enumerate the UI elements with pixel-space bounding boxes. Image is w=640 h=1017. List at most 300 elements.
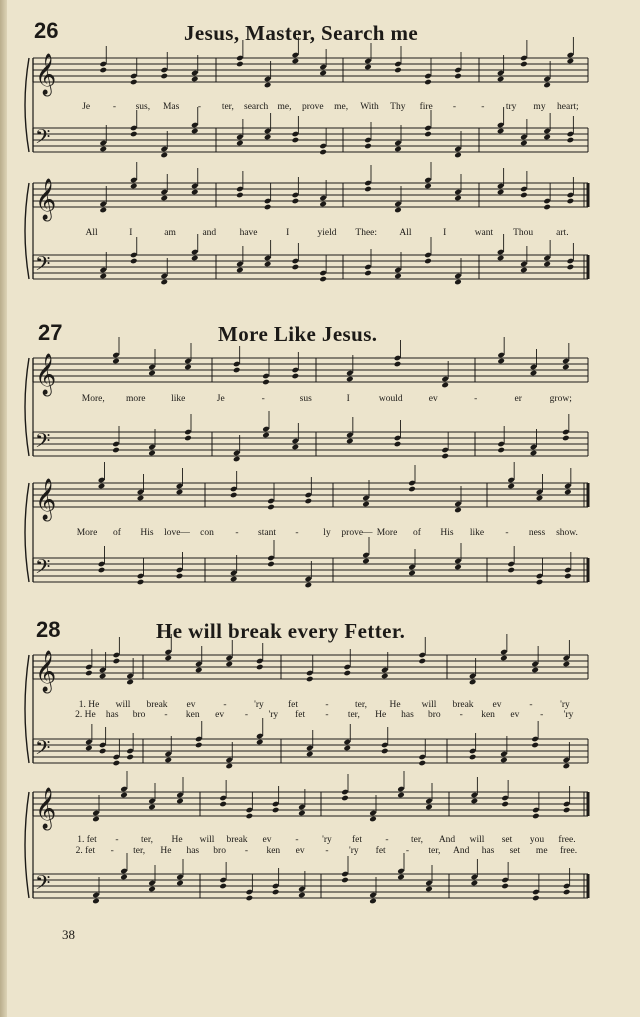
bass-clef: 𝄢 bbox=[35, 429, 51, 457]
lyric-syllable: 'ry bbox=[254, 700, 264, 710]
lyric-syllable: ken bbox=[481, 710, 495, 720]
lyric-syllable: - bbox=[223, 700, 227, 710]
lyric-syllable: show. bbox=[556, 528, 578, 538]
note-head bbox=[394, 207, 402, 214]
note-head bbox=[531, 667, 539, 674]
lyric-syllable: free. bbox=[560, 846, 578, 856]
lyric-syllable: He bbox=[171, 835, 183, 845]
lyric-syllable: bro bbox=[213, 846, 226, 856]
lyric-syllable: More, bbox=[81, 394, 105, 404]
note-head bbox=[236, 267, 244, 274]
lyric-syllable: - bbox=[325, 846, 329, 856]
note-head bbox=[454, 507, 462, 514]
note-head bbox=[113, 658, 121, 665]
note-head bbox=[424, 258, 432, 265]
lyric-syllable: break bbox=[452, 700, 474, 710]
note-head bbox=[184, 364, 192, 371]
lyric-syllable: has bbox=[186, 846, 200, 856]
lyric-syllable: you bbox=[529, 835, 545, 845]
note-head bbox=[130, 79, 138, 86]
note-head bbox=[160, 73, 168, 80]
lyric-syllable: - bbox=[295, 528, 299, 538]
lyric-syllable: con bbox=[200, 528, 214, 538]
note-head bbox=[113, 760, 121, 767]
note-head bbox=[418, 760, 426, 767]
lyric-syllable: me, bbox=[334, 102, 349, 112]
note-head bbox=[520, 61, 528, 68]
note-head bbox=[497, 189, 505, 196]
note-head bbox=[543, 204, 551, 211]
lyric-line bbox=[60, 228, 600, 241]
note-head bbox=[397, 792, 405, 799]
lyric-syllable: sus bbox=[299, 394, 312, 404]
lyric-syllable: 1. fet bbox=[77, 835, 97, 845]
lyric-syllable: - bbox=[505, 528, 509, 538]
lyric-syllable: fet bbox=[295, 710, 306, 720]
lyric-syllable: love— bbox=[164, 528, 190, 538]
note-head bbox=[346, 376, 354, 383]
lyric-syllable: Thee: bbox=[355, 228, 378, 238]
note-head bbox=[233, 456, 241, 463]
note-head bbox=[564, 573, 572, 580]
note-head bbox=[233, 367, 241, 374]
note-head bbox=[184, 435, 192, 442]
note-head bbox=[262, 379, 270, 386]
lyric-syllable: He bbox=[389, 700, 401, 710]
note-head bbox=[536, 579, 544, 586]
lyric-syllable: will bbox=[115, 700, 131, 710]
lyric-syllable: ter, bbox=[140, 835, 154, 845]
note-head bbox=[160, 279, 168, 286]
lyric-syllable: 'ry bbox=[322, 835, 332, 845]
note-head bbox=[424, 131, 432, 138]
bass-clef: 𝄢 bbox=[35, 736, 51, 764]
lyric-syllable: ev bbox=[492, 700, 502, 710]
lyric-syllable: set bbox=[501, 835, 513, 845]
lyric-syllable: fet bbox=[287, 700, 299, 710]
lyric-syllable: I bbox=[443, 228, 447, 238]
lyric-syllable: 2. He bbox=[75, 710, 96, 720]
note-head bbox=[507, 483, 515, 490]
note-head bbox=[563, 807, 571, 814]
note-head bbox=[85, 745, 93, 752]
note-head bbox=[262, 432, 270, 439]
lyric-syllable: All bbox=[399, 228, 412, 238]
note-head bbox=[191, 128, 199, 135]
note-head bbox=[236, 192, 244, 199]
note-head bbox=[381, 748, 389, 755]
note-head bbox=[99, 146, 107, 153]
note-head bbox=[362, 558, 370, 565]
note-head bbox=[176, 798, 184, 805]
lyric-syllable: Thou bbox=[513, 228, 534, 238]
lyric-syllable: - bbox=[325, 700, 329, 710]
note-head bbox=[469, 754, 477, 761]
note-head bbox=[530, 370, 538, 377]
lyric-syllable: 2. fet bbox=[75, 846, 96, 856]
note-head bbox=[292, 444, 300, 451]
note-head bbox=[425, 804, 433, 811]
lyric-syllable: free. bbox=[558, 835, 576, 845]
note-head bbox=[164, 757, 172, 764]
note-head bbox=[225, 661, 233, 668]
note-head bbox=[319, 201, 327, 208]
note-head bbox=[298, 810, 306, 817]
lyric-syllable: - bbox=[540, 710, 544, 720]
note-head bbox=[424, 183, 432, 190]
note-head bbox=[191, 255, 199, 262]
note-head bbox=[531, 742, 539, 749]
note-head bbox=[99, 207, 107, 214]
note-head bbox=[305, 498, 313, 505]
note-head bbox=[272, 807, 280, 814]
note-head bbox=[471, 880, 479, 887]
lyric-syllable: ken bbox=[185, 710, 200, 720]
lyric-line bbox=[60, 394, 600, 407]
note-head bbox=[567, 198, 575, 205]
lyric-syllable: would bbox=[378, 394, 403, 404]
note-head bbox=[264, 261, 272, 268]
note-head bbox=[543, 134, 551, 141]
note-head bbox=[112, 358, 120, 365]
lyric-syllable: 'ry bbox=[268, 710, 279, 720]
lyric-syllable: Je bbox=[216, 394, 225, 404]
note-head bbox=[130, 183, 138, 190]
lyric-syllable: me, bbox=[277, 102, 292, 112]
lyric-syllable: And bbox=[438, 835, 456, 845]
lyric-syllable: ev bbox=[295, 846, 305, 856]
lyric-syllable: 'ry bbox=[349, 846, 359, 856]
note-head bbox=[264, 134, 272, 141]
lyric-syllable: - bbox=[459, 710, 463, 720]
note-head bbox=[176, 573, 184, 580]
lyric-syllable: has bbox=[401, 710, 414, 720]
note-head bbox=[469, 679, 477, 686]
note-head bbox=[408, 486, 416, 493]
note-head bbox=[319, 70, 327, 77]
note-head bbox=[394, 67, 402, 74]
lyric-syllable: break bbox=[226, 835, 248, 845]
note-head bbox=[343, 670, 351, 677]
note-head bbox=[99, 67, 107, 74]
note-head bbox=[501, 883, 509, 890]
lyric-line bbox=[60, 846, 600, 859]
note-head bbox=[292, 264, 300, 271]
lyric-syllable: like bbox=[171, 394, 186, 404]
treble-clef: 𝄞 bbox=[35, 354, 57, 395]
note-head bbox=[306, 751, 314, 758]
note-head bbox=[130, 131, 138, 138]
note-head bbox=[381, 673, 389, 680]
lyric-syllable: 'ry bbox=[563, 710, 574, 720]
note-head bbox=[454, 152, 462, 159]
lyric-line bbox=[60, 102, 600, 115]
lyric-syllable: fet bbox=[375, 846, 386, 856]
note-head bbox=[148, 886, 156, 893]
note-head bbox=[230, 576, 238, 583]
note-head bbox=[369, 816, 377, 823]
lyric-syllable: ken bbox=[266, 846, 281, 856]
lyric-syllable: 1. He bbox=[78, 700, 100, 710]
system-brace bbox=[25, 655, 29, 763]
hymn-number: 26 bbox=[34, 18, 59, 43]
bass-clef: 𝄢 bbox=[35, 871, 51, 899]
note-head bbox=[99, 748, 107, 755]
lyric-syllable: - bbox=[235, 528, 239, 538]
lyric-syllable: All bbox=[85, 228, 98, 238]
lyric-syllable: like bbox=[469, 528, 485, 538]
lyric-syllable: ly bbox=[323, 528, 331, 538]
note-head bbox=[85, 670, 93, 677]
note-head bbox=[98, 567, 106, 574]
note-head bbox=[394, 361, 402, 368]
note-head bbox=[112, 447, 120, 454]
note-head bbox=[532, 813, 540, 820]
lyric-line bbox=[60, 528, 600, 541]
note-head bbox=[536, 495, 544, 502]
lyric-syllable: has bbox=[105, 710, 119, 720]
bass-clef: 𝄢 bbox=[35, 555, 51, 583]
lyric-syllable: ter, bbox=[133, 846, 146, 856]
note-head bbox=[246, 813, 254, 820]
note-head bbox=[454, 195, 462, 202]
lyric-syllable: search bbox=[244, 102, 269, 112]
note-head bbox=[543, 261, 551, 268]
lyric-syllable: me bbox=[535, 846, 548, 856]
note-head bbox=[501, 801, 509, 808]
note-head bbox=[130, 258, 138, 265]
lyric-syllable: I bbox=[346, 394, 350, 404]
lyric-syllable: ev bbox=[186, 700, 196, 710]
lyric-syllable: will bbox=[199, 835, 215, 845]
note-head bbox=[563, 889, 571, 896]
lyric-syllable: ev bbox=[428, 394, 438, 404]
note-head bbox=[507, 567, 515, 574]
note-head bbox=[236, 140, 244, 147]
lyric-syllable: fet bbox=[351, 835, 363, 845]
note-head bbox=[191, 189, 199, 196]
note-head bbox=[164, 655, 172, 662]
bass-clef: 𝄢 bbox=[35, 252, 51, 280]
lyric-syllable: set bbox=[509, 846, 521, 856]
note-head bbox=[424, 79, 432, 86]
note-head bbox=[267, 561, 275, 568]
lyric-syllable: - bbox=[529, 700, 533, 710]
note-head bbox=[562, 364, 570, 371]
note-head bbox=[148, 804, 156, 811]
lyric-syllable: His bbox=[140, 528, 154, 538]
note-head bbox=[225, 763, 233, 770]
note-head bbox=[219, 883, 227, 890]
note-head bbox=[500, 655, 508, 662]
system-brace bbox=[25, 183, 29, 279]
lyric-syllable: - bbox=[110, 846, 114, 856]
note-head bbox=[441, 453, 449, 460]
note-head bbox=[567, 58, 575, 65]
lyric-syllable: bro bbox=[428, 710, 441, 720]
lyric-syllable: - bbox=[244, 846, 249, 856]
note-head bbox=[563, 763, 571, 770]
lyric-syllable: has bbox=[481, 846, 495, 856]
note-head bbox=[272, 889, 280, 896]
note-head bbox=[160, 195, 168, 202]
note-head bbox=[563, 661, 571, 668]
system-brace bbox=[25, 58, 29, 152]
note-head bbox=[92, 898, 100, 905]
lyric-syllable: will bbox=[469, 835, 485, 845]
note-head bbox=[305, 582, 313, 589]
lyric-syllable: - bbox=[481, 102, 485, 112]
lyric-syllable: And bbox=[453, 846, 470, 856]
note-head bbox=[92, 816, 100, 823]
note-head bbox=[567, 264, 575, 271]
note-head bbox=[246, 895, 254, 902]
note-head bbox=[364, 143, 372, 150]
note-head bbox=[120, 874, 128, 881]
lyric-syllable: ev bbox=[215, 710, 225, 720]
lyric-syllable: More bbox=[376, 528, 398, 538]
lyric-syllable: - bbox=[452, 102, 457, 112]
note-head bbox=[148, 370, 156, 377]
lyric-syllable: yield bbox=[317, 228, 337, 238]
treble-clef: 𝄞 bbox=[35, 54, 57, 95]
note-head bbox=[341, 877, 349, 884]
lyric-syllable: With bbox=[360, 102, 379, 112]
lyric-syllable: stant bbox=[258, 528, 276, 538]
system-brace bbox=[25, 483, 29, 582]
lyric-syllable: - bbox=[325, 710, 329, 720]
lyric-syllable: ness bbox=[528, 528, 546, 538]
note-head bbox=[520, 267, 528, 274]
lyric-syllable: will bbox=[421, 700, 437, 710]
lyric-line bbox=[60, 710, 600, 723]
note-head bbox=[564, 489, 572, 496]
bass-clef: 𝄢 bbox=[35, 125, 51, 153]
note-head bbox=[364, 64, 372, 71]
lyric-syllable: His bbox=[440, 528, 454, 538]
note-head bbox=[264, 82, 272, 89]
lyric-syllable: have bbox=[239, 228, 258, 238]
lyric-syllable: More bbox=[76, 528, 98, 538]
lyric-syllable: ter, bbox=[410, 835, 424, 845]
note-head bbox=[137, 579, 145, 586]
lyric-syllable: am bbox=[164, 228, 176, 238]
note-head bbox=[219, 801, 227, 808]
note-head bbox=[230, 492, 238, 499]
note-head bbox=[471, 798, 479, 805]
lyric-syllable: - bbox=[474, 394, 478, 404]
note-head bbox=[454, 564, 462, 571]
page-number: 38 bbox=[62, 927, 75, 942]
note-head bbox=[497, 128, 505, 135]
note-head bbox=[292, 198, 300, 205]
note-head bbox=[454, 73, 462, 80]
note-head bbox=[120, 792, 128, 799]
note-head bbox=[497, 358, 505, 365]
lyric-syllable: - bbox=[295, 835, 299, 845]
lyric-syllable: - bbox=[405, 846, 410, 856]
note-head bbox=[364, 270, 372, 277]
hymn-title: He will break every Fetter. bbox=[156, 619, 406, 643]
lyric-syllable: 'ry bbox=[560, 700, 570, 710]
note-head bbox=[292, 373, 300, 380]
lyric-syllable: - bbox=[244, 710, 249, 720]
note-head bbox=[543, 82, 551, 89]
note-head bbox=[126, 679, 134, 686]
lyric-syllable: - bbox=[385, 835, 389, 845]
lyric-syllable: ter, bbox=[347, 710, 360, 720]
lyric-syllable: ter, bbox=[221, 102, 234, 112]
note-head bbox=[256, 739, 264, 746]
note-head bbox=[99, 273, 107, 280]
note-head bbox=[364, 186, 372, 193]
lyric-syllable: prove bbox=[302, 102, 324, 112]
note-head bbox=[369, 898, 377, 905]
note-head bbox=[454, 279, 462, 286]
note-head bbox=[497, 255, 505, 262]
note-head bbox=[137, 495, 145, 502]
hymn-number: 27 bbox=[38, 320, 63, 345]
note-head bbox=[267, 504, 275, 511]
note-head bbox=[195, 742, 203, 749]
note-head bbox=[500, 757, 508, 764]
lyric-syllable: more bbox=[125, 394, 146, 404]
system-brace bbox=[25, 792, 29, 898]
note-head bbox=[530, 450, 538, 457]
note-head bbox=[346, 438, 354, 445]
note-head bbox=[195, 667, 203, 674]
lyric-syllable: ev bbox=[510, 710, 520, 720]
lyric-syllable: sus, bbox=[135, 102, 151, 112]
lyric-syllable: ter, bbox=[354, 700, 368, 710]
note-head bbox=[298, 892, 306, 899]
note-head bbox=[394, 146, 402, 153]
note-head bbox=[292, 137, 300, 144]
note-head bbox=[397, 874, 405, 881]
lyric-syllable: prove— bbox=[341, 528, 373, 538]
treble-clef: 𝄞 bbox=[35, 788, 57, 829]
lyric-syllable: ev bbox=[262, 835, 272, 845]
note-head bbox=[264, 204, 272, 211]
note-head bbox=[418, 658, 426, 665]
note-head bbox=[160, 152, 168, 159]
lyric-syllable: - bbox=[112, 102, 117, 112]
lyric-syllable: - bbox=[164, 710, 168, 720]
note-head bbox=[236, 61, 244, 68]
note-head bbox=[394, 441, 402, 448]
treble-clef: 𝄞 bbox=[35, 651, 57, 692]
note-head bbox=[343, 745, 351, 752]
note-head bbox=[341, 795, 349, 802]
note-head bbox=[425, 886, 433, 893]
lyric-syllable: try bbox=[505, 102, 517, 112]
lyric-syllable: - bbox=[261, 394, 265, 404]
note-head bbox=[562, 435, 570, 442]
note-head bbox=[148, 450, 156, 457]
lyric-syllable: my bbox=[533, 102, 546, 112]
lyric-syllable: fire bbox=[419, 102, 433, 112]
lyric-syllable: and bbox=[202, 228, 217, 238]
lyric-syllable: bro bbox=[132, 710, 146, 720]
note-head bbox=[99, 673, 107, 680]
lyric-syllable: He bbox=[160, 846, 172, 856]
hymn-title: More Like Jesus. bbox=[218, 322, 378, 346]
note-head bbox=[394, 273, 402, 280]
note-head bbox=[520, 140, 528, 147]
system-brace bbox=[25, 358, 29, 456]
lyric-syllable: I bbox=[286, 228, 290, 238]
lyric-syllable: Thy bbox=[390, 102, 406, 112]
